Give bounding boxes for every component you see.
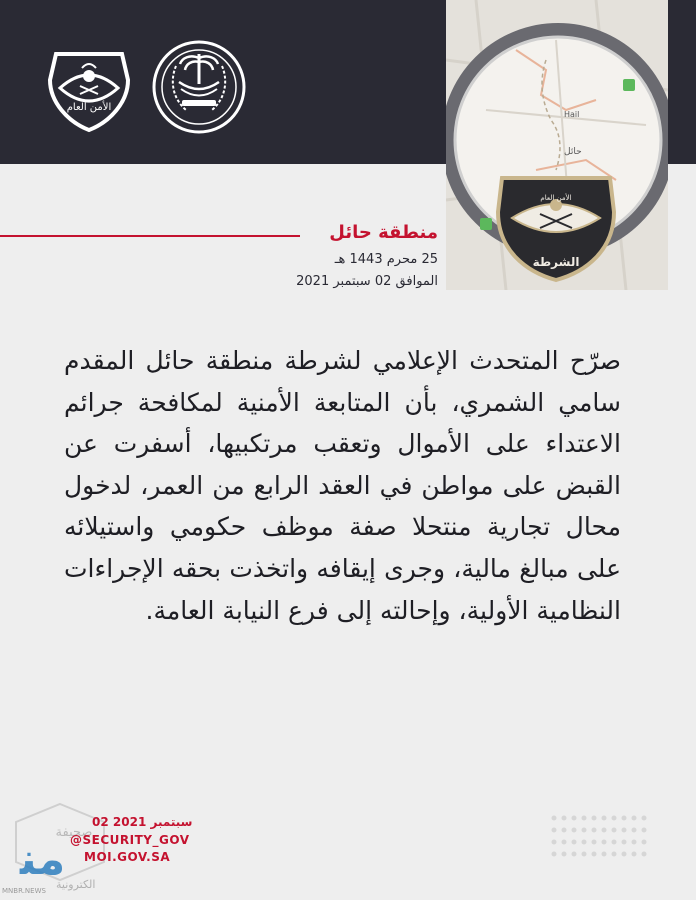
palm-swords-emblem-icon <box>152 40 246 134</box>
watermark <box>0 796 150 900</box>
dot-pattern-icon <box>548 810 658 866</box>
public-security-logo <box>42 40 136 134</box>
dots-grid <box>548 810 658 866</box>
date-hijri: 25 محرم 1443 هـ <box>334 252 438 267</box>
map-label-ar: حائل <box>564 147 582 157</box>
magnifier-map-photo <box>446 0 668 290</box>
ministry-of-interior-logo <box>152 40 246 134</box>
region-title: منطقة حائل <box>329 222 438 243</box>
badge-text-bottom: الشرطة <box>532 255 580 269</box>
security-logo-text: الأمن العام <box>66 102 112 113</box>
accent-divider <box>0 235 300 237</box>
watermark-line1: صحيفة <box>55 825 93 840</box>
news-watermark-icon <box>0 796 150 900</box>
footer-handle: @SECURITY_GOV <box>70 833 190 847</box>
security-shield-icon <box>42 40 136 134</box>
footer-date: 02 سبتمبر 2021 <box>92 815 193 829</box>
badge-text-top: الأمن العام <box>540 194 572 202</box>
footer-site: MOI.GOV.SA <box>84 850 171 864</box>
watermark-sub: MNBR.NEWS <box>2 887 46 895</box>
date-gregorian: الموافق 02 سبتمبر 2021 <box>296 274 438 289</box>
statement-body: صرّح المتحدث الإعلامي لشرطة منطقة حائل المقدم سامي الشمري، بأن المتابعة الأمنية لمكافحة جرائم الاعتداء على الأموال وتعقب مرتكبيها، أسفرت عن القبض على مواطن في العقد الرابع من العمر، لدخول محال تجارية منتحلا صفة موظف حكومي واستيلائه على مبالغ مالية، وجرى إيقافه واتخذت بحقه الإجراءات النظامية الأولية، وإحالته إلى فرع النيابة العامة. <box>64 346 621 625</box>
map-label-en: Hail <box>564 110 580 119</box>
watermark-line2: الكترونية <box>56 878 96 891</box>
svg-text:ﻣﻨ: ﻣﻨ <box>20 834 66 885</box>
photo-card <box>446 0 668 290</box>
